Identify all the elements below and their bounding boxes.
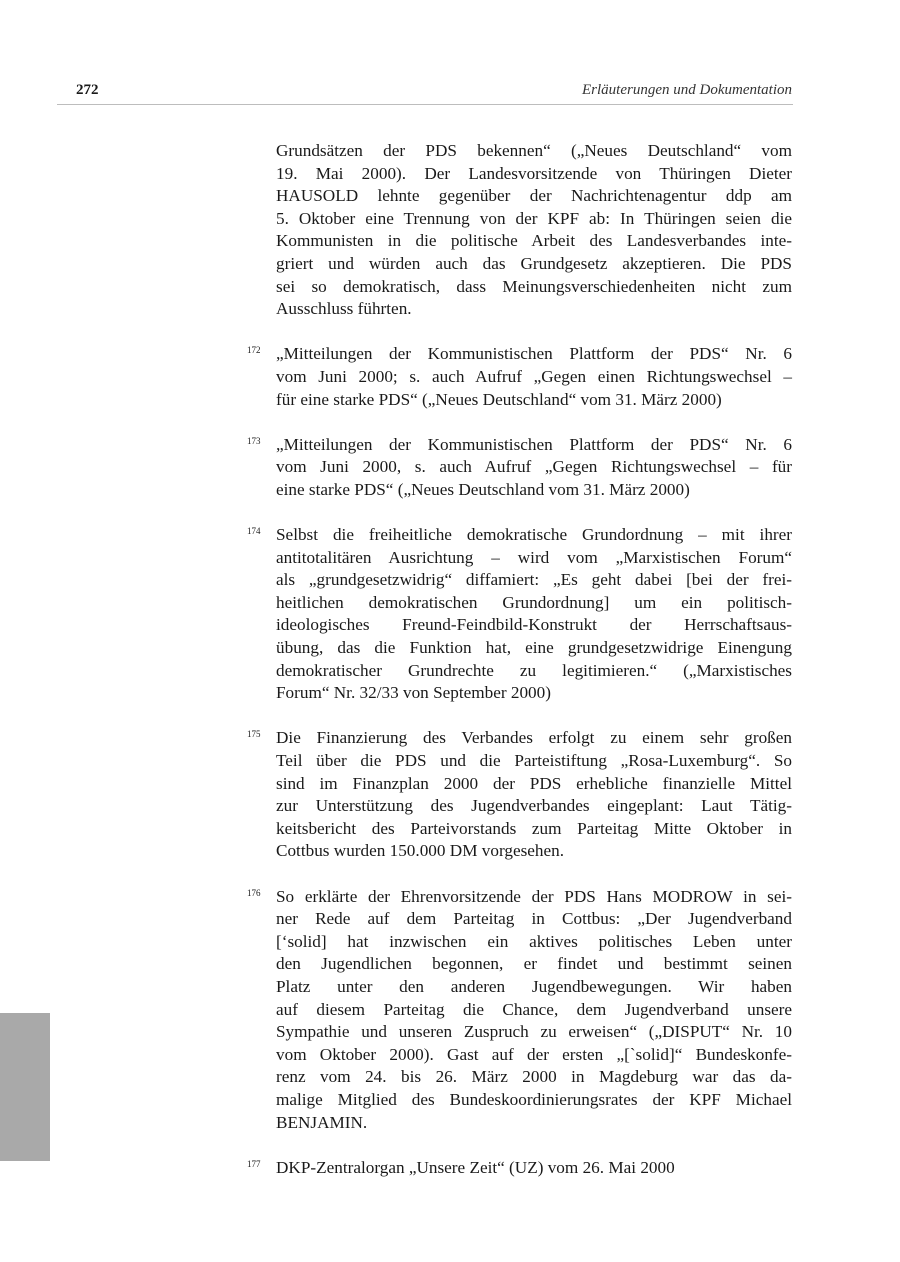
text-line: HAUSOLD lehnte gegenüber der Nachrichtenagentur ddp am [276,186,792,206]
footnote-174 [247,524,792,705]
continued-paragraph [276,140,792,321]
text-line: Die Finanzierung des Verbandes erfolgt zu einem sehr großen [276,728,792,748]
text-line: ner Rede auf dem Parteitag in Cottbus: „Der Jugendverband [276,909,792,929]
header-rule [57,104,793,105]
footnote-number: 177 [247,1158,261,1169]
text-line: heitlichen demokratischen Grundordnung] um ein politisch- [276,592,792,612]
text-line: Forum“ Nr. 32/33 von September 2000) [276,683,551,703]
text-line: Platz unter den anderen Jugendbewegungen. Wir haben [276,976,792,996]
text-line: griert und würden auch das Grundgesetz akzeptieren. Die PDS [276,253,792,273]
text-line: Cottbus wurden 150.000 DM vorgesehen. [276,841,565,861]
footnote-175 [247,727,792,863]
footnote-number: 174 [247,526,261,537]
text-line: zur Unterstützung des Jugendverbandes eingeplant: Laut Tätig- [276,796,792,816]
text-line: ideologisches Freund-Feindbild-Konstrukt der Herrschaftsaus- [276,615,792,635]
text-line: auf diesem Parteitag die Chance, dem Jugendverband unsere [276,999,792,1019]
footnote-177 [247,1157,792,1180]
footnote-172 [247,343,792,411]
text-line: Kommunisten in die politische Arbeit des Landesverbandes inte- [276,231,792,251]
page-number: 272 [76,82,99,98]
text-line: demokratischer Grundrechte zu legitimieren.“ („Marxistisches [276,660,792,680]
text-line: für eine starke PDS“ („Neues Deutschland“ vom 31. März 2000) [276,389,722,409]
text-line: So erklärte der Ehrenvorsitzende der PDS Hans MODROW in sei- [276,886,792,906]
text-line: vom Juni 2000; s. auch Aufruf „Gegen einen Richtungswechsel – [276,366,792,386]
text-line: Grundsätzen der PDS bekennen“ („Neues Deutschland“ vom [276,141,792,160]
footnote-number: 176 [247,887,261,898]
text-line: sind im Finanzplan 2000 der PDS erhebliche finanzielle Mittel [276,773,792,793]
text-line: den Jugendlichen begonnen, er findet und bestimmt seinen [276,954,792,974]
footnote-number: 172 [247,345,261,356]
footnote-176 [247,886,792,1135]
running-title: Erläuterungen und Dokumentation [582,82,792,98]
text-line: Ausschluss führten. [276,299,412,319]
text-column [247,140,792,1202]
text-line: BENJAMIN. [276,1112,368,1132]
text-line: malige Mitglied des Bundeskoordinierungsrates der KPF Michael [276,1089,792,1109]
text-line: vom Oktober 2000). Gast auf der ersten „[`solid]“ Bundeskonfe- [276,1044,792,1064]
text-line: [‘solid] hat inzwischen ein aktives politisches Leben unter [276,931,792,951]
footnote-number: 173 [247,435,261,446]
text-line: Sympathie und unseren Zuspruch zu erweisen“ („DISPUT“ Nr. 10 [276,1022,792,1042]
text-line: vom Juni 2000, s. auch Aufruf „Gegen Richtungswechsel – für [276,457,792,477]
text-line: 19. Mai 2000). Der Landesvorsitzende von Thüringen Dieter [276,163,792,183]
text-line: eine starke PDS“ („Neues Deutschland vom 31. März 2000) [276,479,690,499]
text-line: Teil über die PDS und die Parteistiftung „Rosa-Luxemburg“. So [276,751,792,771]
text-line: renz vom 24. bis 26. März 2000 in Magdeburg war das da- [276,1067,792,1087]
text-line: antitotalitären Ausrichtung – wird vom „Marxistischen Forum“ [276,547,792,567]
text-line: 5. Oktober eine Trennung von der KPF ab: In Thüringen seien die [276,208,792,228]
text-line: übung, das die Funktion hat, eine grundgesetzwidrige Einengung [276,638,792,658]
thumb-index-tab [0,1013,50,1161]
text-line: Selbst die freiheitliche demokratische Grundordnung – mit ihrer [276,525,792,545]
text-line: als „grundgesetzwidrig“ diffamiert: „Es geht dabei [bei der frei- [276,570,792,590]
text-line: „Mitteilungen der Kommunistischen Plattform der PDS“ Nr. 6 [276,344,792,364]
footnote-173 [247,434,792,502]
footnote-number: 175 [247,729,261,740]
text-line: keitsbericht des Parteivorstands zum Parteitag Mitte Oktober in [276,818,792,838]
text-line: „Mitteilungen der Kommunistischen Plattform der PDS“ Nr. 6 [276,434,792,454]
text-line: DKP-Zentralorgan „Unsere Zeit“ (UZ) vom 26. Mai 2000 [276,1157,675,1177]
text-line: sei so demokratisch, dass Meinungsverschiedenheiten nicht zum [276,276,792,296]
